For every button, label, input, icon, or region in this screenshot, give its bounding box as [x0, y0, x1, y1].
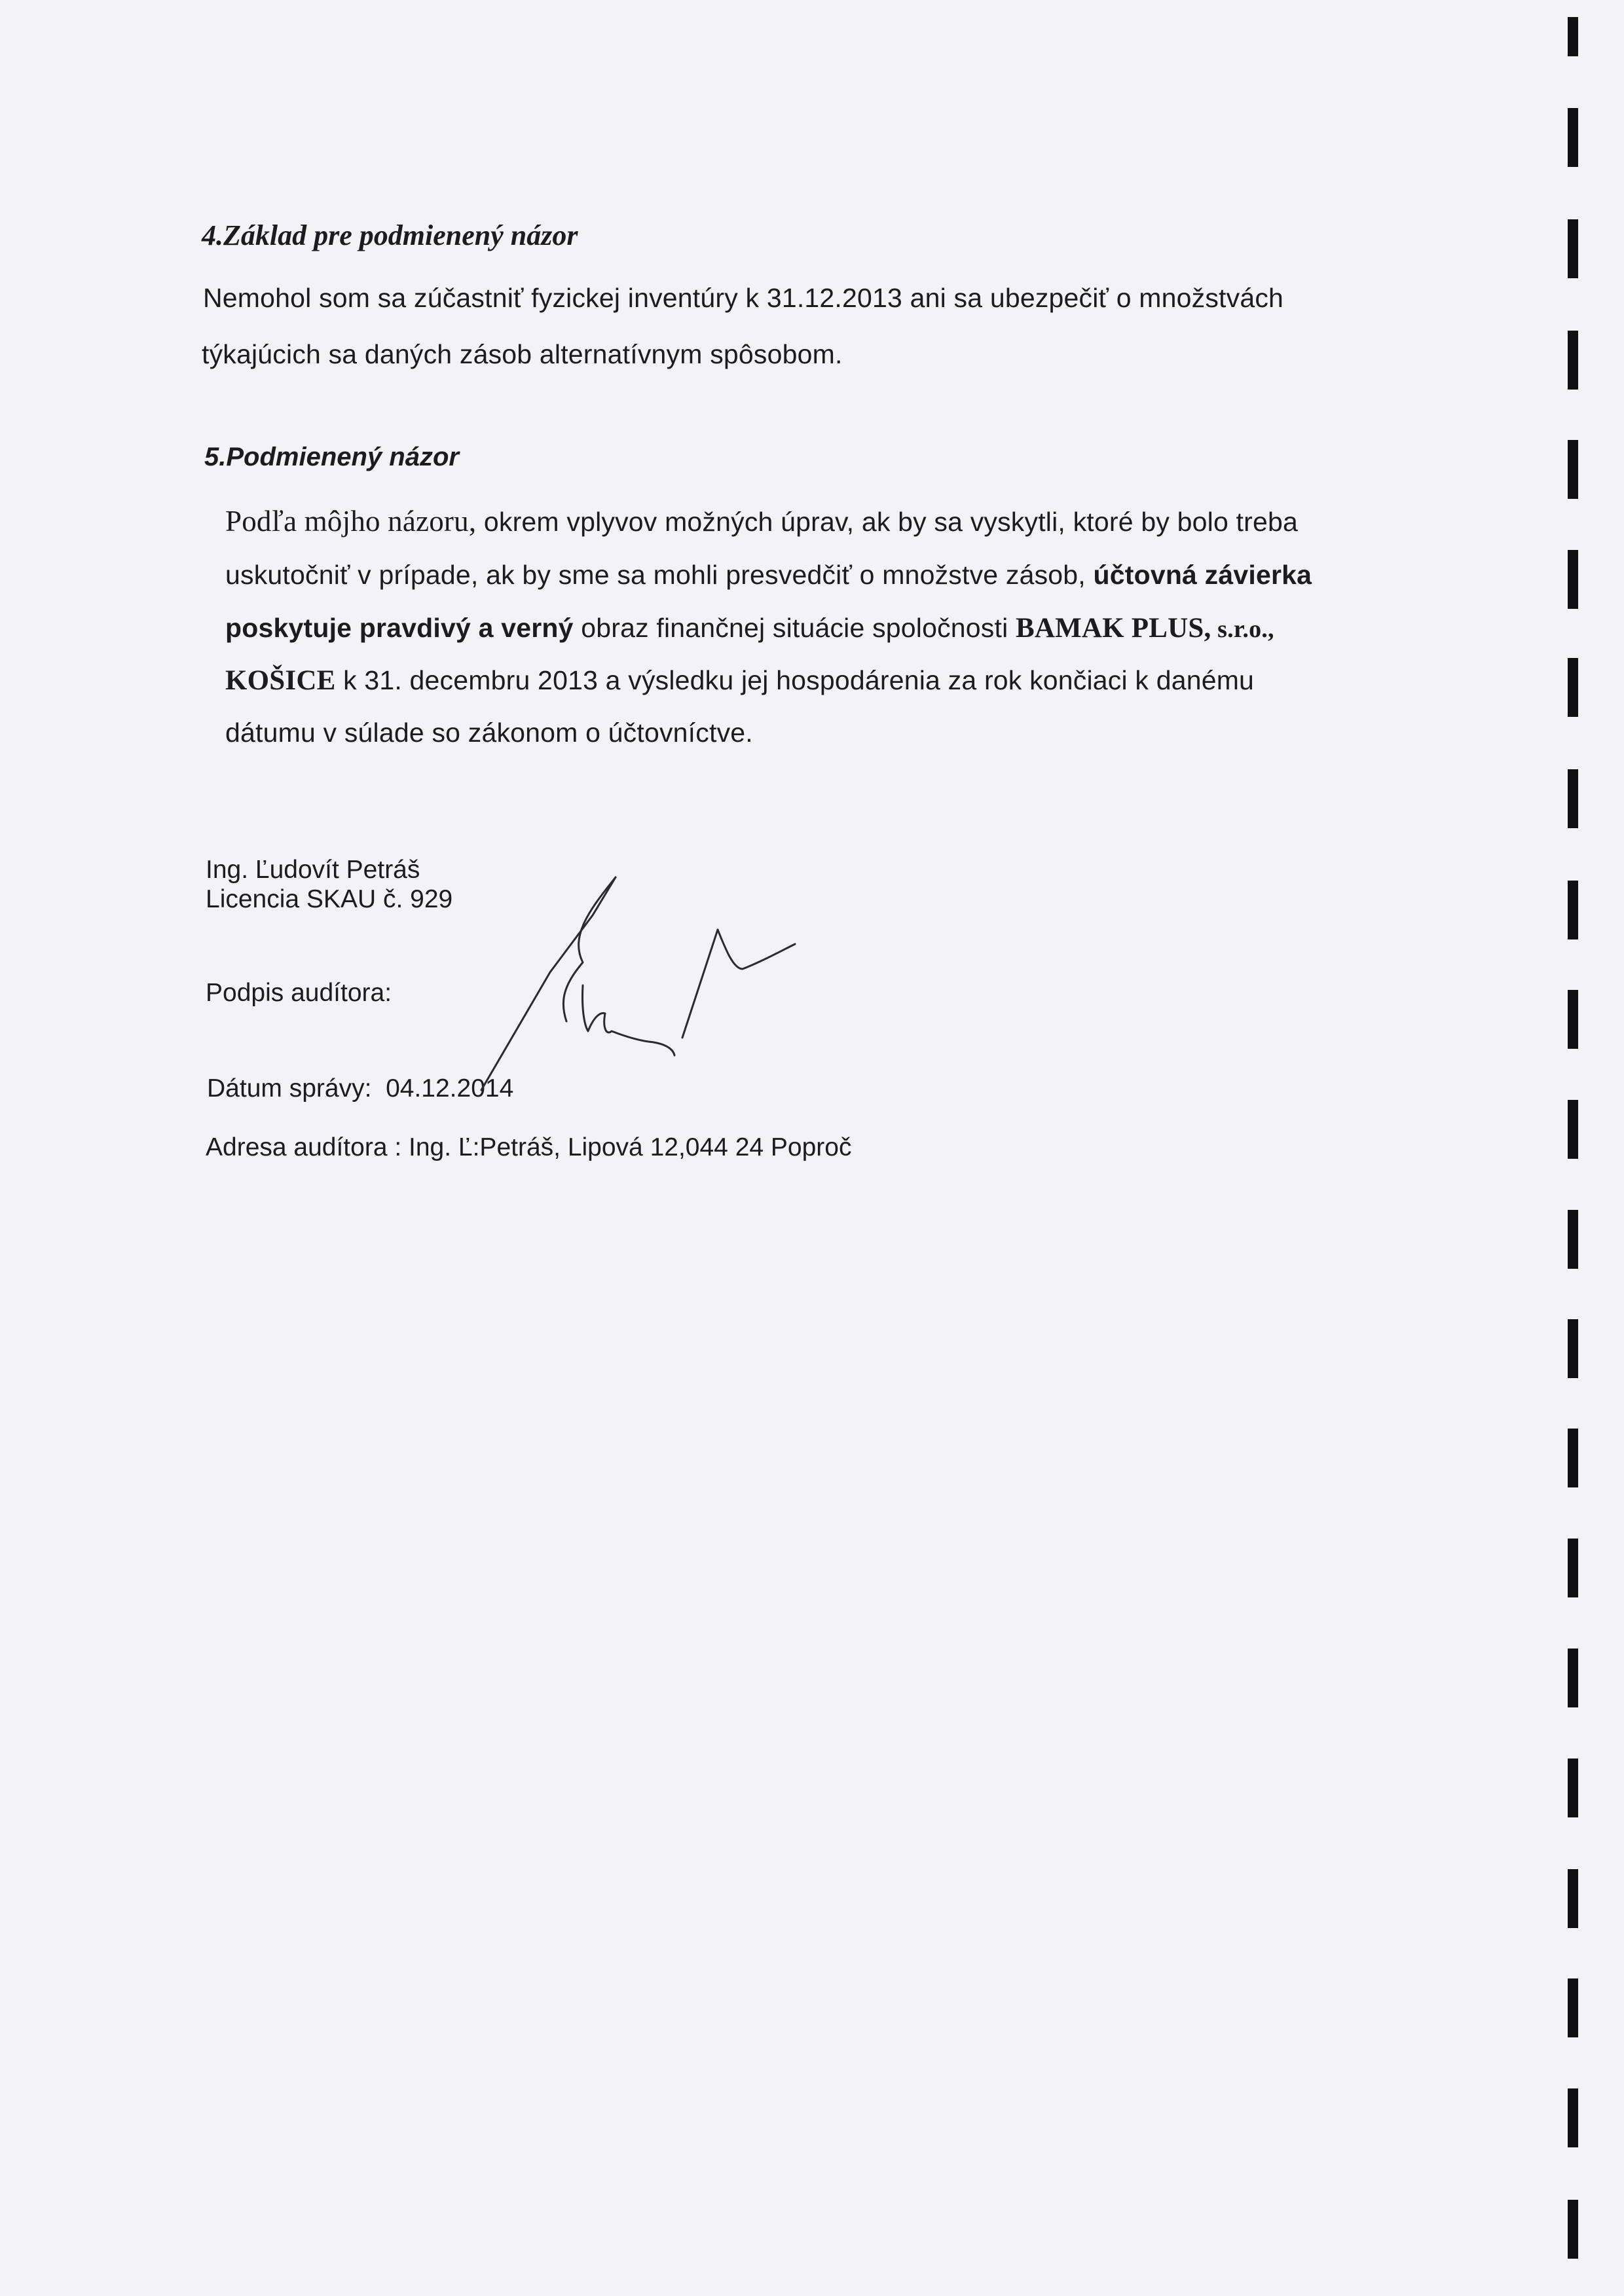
company-name: BAMAK PLUS,	[1016, 613, 1211, 644]
section-4-line-1: Nemohol som sa zúčastniť fyzickej inventúry k 31.12.2013 ani sa ubezpečiť o množstvách	[203, 283, 1284, 313]
auditor-address: Adresa audítora : Ing. Ľ:Petráš, Lipová 12,044 24 Poproč	[206, 1133, 852, 1161]
scan-edge-marks	[1564, 0, 1590, 2296]
company-city: KOŠICE	[225, 665, 336, 696]
opinion-line-1	[225, 504, 1298, 538]
opinion-intro: Podľa môjho názoru,	[225, 505, 477, 538]
opinion-bold-text: účtovná závierka	[1093, 560, 1312, 590]
opinion-line-3	[225, 612, 1274, 644]
section-4-line-2: týkajúcich sa daných zásob alternatívnym spôsobom.	[202, 339, 843, 369]
opinion-line-5: dátumu v súlade so zákonom o účtovníctve.	[225, 718, 753, 748]
opinion-line-2	[225, 560, 1312, 591]
report-date-value: 04.12.2014	[386, 1074, 514, 1102]
signature-label: Podpis audítora:	[206, 979, 392, 1007]
opinion-bold-text: poskytuje pravdivý a verný	[225, 613, 574, 643]
report-date	[207, 1074, 513, 1103]
opinion-text: k 31. decembru 2013 a výsledku jej hospodárenia za rok končiaci k danému	[335, 665, 1255, 695]
opinion-text: uskutočniť v prípade, ak by sme sa mohli presvedčiť o množstve zásob,	[225, 560, 1094, 590]
opinion-line-4	[225, 665, 1254, 697]
report-date-label: Dátum správy:	[207, 1074, 372, 1102]
opinion-text: okrem vplyvov možných úprav, ak by sa vyskytli, ktoré by bolo treba	[476, 507, 1298, 537]
section-5-heading: 5.Podmienený názor	[204, 443, 459, 471]
auditor-license: Licencia SKAU č. 929	[206, 885, 453, 913]
auditor-name: Ing. Ľudovít Petráš	[206, 856, 420, 884]
company-form: s.r.o.,	[1211, 615, 1274, 643]
opinion-text: obraz finančnej situácie spoločnosti	[573, 613, 1016, 643]
auditor-signature	[471, 864, 812, 1100]
section-4-heading: 4.Základ pre podmienený názor	[202, 219, 578, 251]
